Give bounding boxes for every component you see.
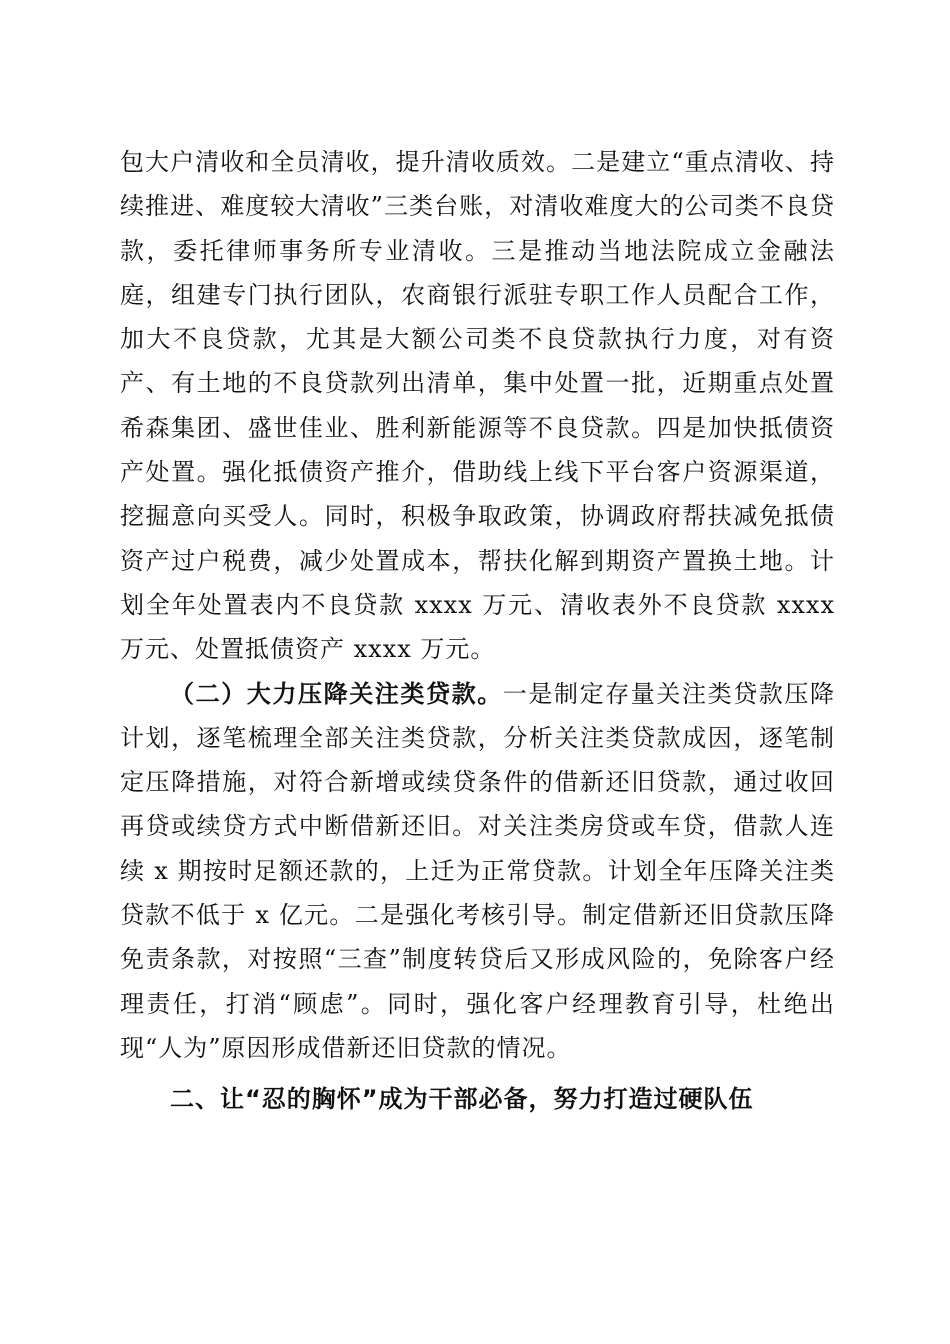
paragraph-debt-collection: 包大户清收和全员清收，提升清收质效。二是建立“重点清收、持续推进、难度较大清收”三类台账，对清收难度大的公司类不良贷款，委托律师事务所专业清收。三是推动当地法院成立金融法庭，组建专门执行团队，农商银行派驻专职工作人员配合工作，加大不良贷款，尤其是大额公司类不良贷款执行力度，对有资产、有土地的不良贷款列出清单，集中处置一批，近期重点处置希森集团、盛世佳业、胜利新能源等不良贷款。四是加快抵债资产处置。强化抵债资产推介，借助线上线下平台客户资源渠道，挖掘意向买受人。同时，积极争取政策，协调政府帮扶减免抵债资产过户税费，减少处置成本，帮扶化解到期资产置换土地。计划全年处置表内不良贷款 xxxx 万元、清收表外不良贷款 xxxx 万元、处置抵债资产 xxxx 万元。 <box>120 148 835 664</box>
paragraph-body-text: 一是制定存量关注类贷款压降计划，逐笔梳理全部关注类贷款，分析关注类贷款成因，逐笔制定压降措施，对符合新增或续贷条件的借新还旧贷款，通过收回再贷或续贷方式中断借新还旧。对关注类房贷或车贷，借款人连续 x 期按时足额还款的，上迁为正常贷款。计划全年压降关注类贷款不低于 x 亿元。二是强化考核引导。制定借新还旧贷款压降免责条款，对按照“三查”制度转贷后又形成风险的，免除客户经理责任，打消“顾虑”。同时，强化客户经理教育引导，杜绝出现“人为”原因形成借新还旧贷款的情况。 <box>120 679 836 1062</box>
paragraph-subheading: （二）大力压降关注类贷款。 <box>170 679 503 708</box>
section-heading: 二、让“忍的胸怀”成为干部必备，努力打造过硬队伍 <box>170 1085 754 1114</box>
document-body <box>120 140 835 1122</box>
paragraph-attention-loans <box>120 672 835 1071</box>
